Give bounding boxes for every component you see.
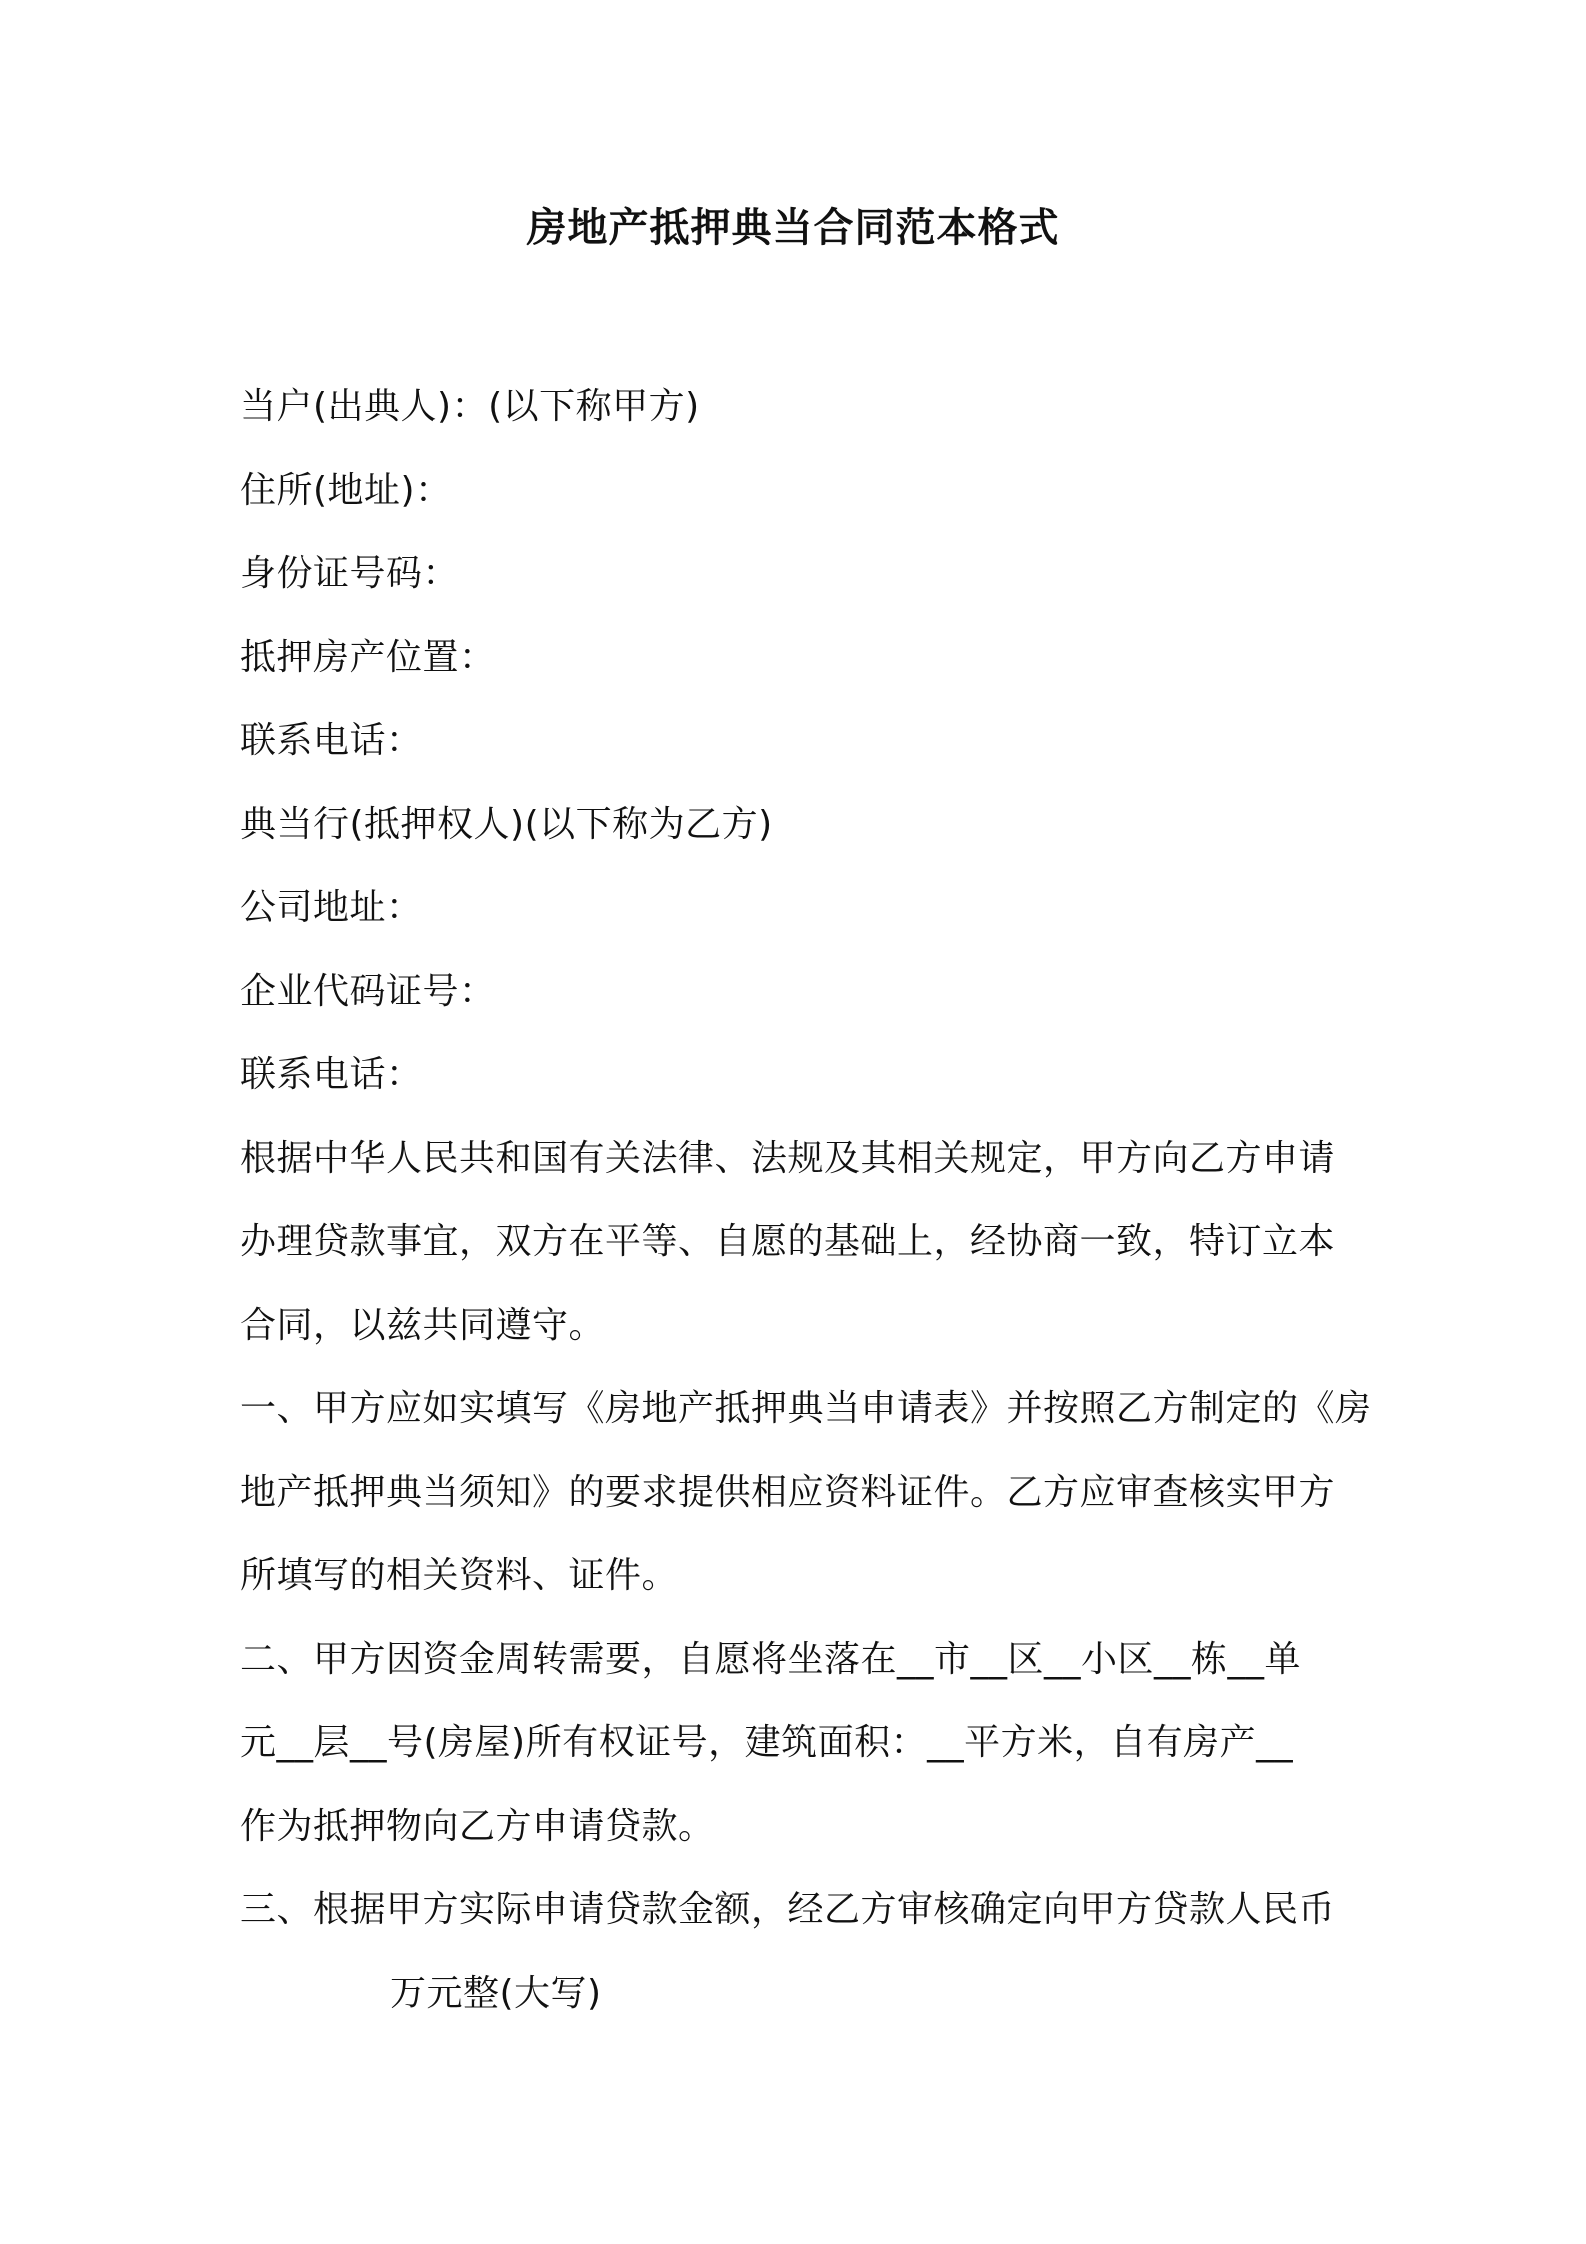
paragraph-preamble-line: 合同，以兹共同遵守。 — [240, 1304, 606, 1346]
text-line-id-number: 身份证号码： — [240, 553, 460, 594]
clause-two-line: 二、甲方因资金周转需要，自愿将坐落在__市__区__小区__栋__单 — [240, 1638, 1302, 1680]
text-line-phone-a: 联系电话： — [240, 720, 423, 761]
text-line-enterprise-code: 企业代码证号： — [240, 970, 496, 1012]
clause-three-line: 万元整(大写) — [390, 1972, 602, 2014]
text-line-company-address: 公司地址： — [240, 887, 423, 928]
clause-one-line: 所填写的相关资料、证件。 — [240, 1555, 679, 1596]
clause-one-line: 地产抵押典当须知》的要求提供相应资料证件。乙方应审查核实甲方 — [240, 1471, 1336, 1513]
text-line-phone-b: 联系电话： — [240, 1054, 423, 1095]
paragraph-preamble-line: 根据中华人民共和国有关法律、法规及其相关规定，甲方向乙方申请 — [240, 1137, 1336, 1179]
clause-three-line: 三、根据甲方实际申请贷款金额，经乙方审核确定向甲方贷款人民币 — [240, 1889, 1336, 1930]
clause-two-line: 作为抵押物向乙方申请贷款。 — [240, 1805, 715, 1847]
text-line-party-a: 当户(出典人)：(以下称甲方) — [240, 386, 700, 427]
clause-two-line: 元__层__号(房屋)所有权证号，建筑面积：__平方米，自有房产__ — [240, 1722, 1294, 1763]
clause-one-line: 一、甲方应如实填写《房地产抵押典当申请表》并按照乙方制定的《房 — [240, 1388, 1372, 1429]
paragraph-preamble-line: 办理贷款事宜，双方在平等、自愿的基础上，经协商一致，特订立本 — [240, 1221, 1336, 1262]
text-line-address: 住所(地址)： — [240, 469, 452, 511]
text-line-party-b: 典当行(抵押权人)(以下称为乙方) — [240, 803, 773, 845]
text-line-property-location: 抵押房产位置： — [240, 636, 496, 678]
document-title: 房地产抵押典当合同范本格式 — [526, 205, 1060, 251]
document-body — [240, 365, 1372, 2035]
